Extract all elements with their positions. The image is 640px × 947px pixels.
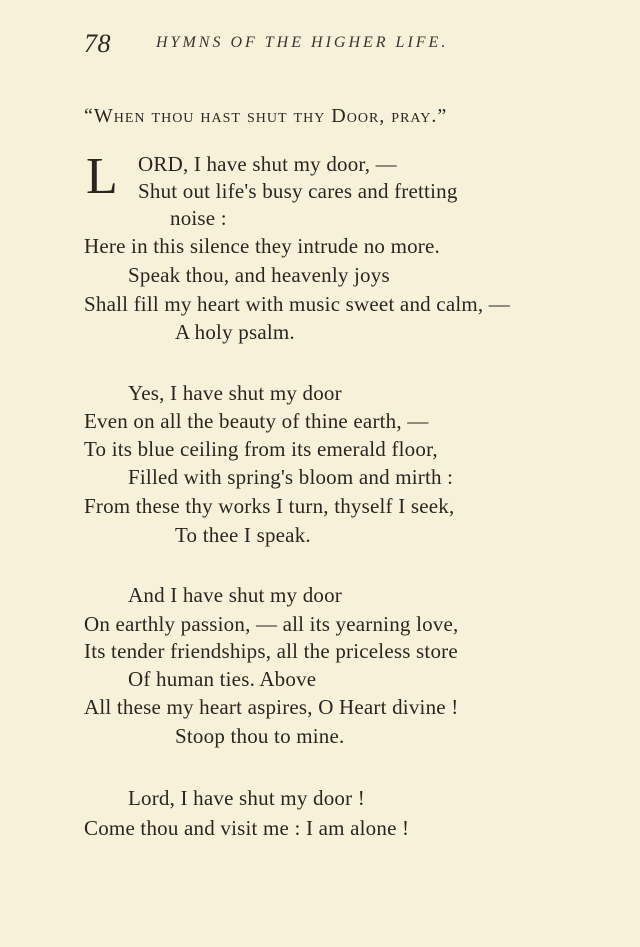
stanza-2-line-5: From these thy works I turn, thyself I seek, [84, 494, 455, 518]
hymn-title: “When thou hast shut thy Door, pray.” [84, 105, 448, 127]
stanza-3-line-4: Of human ties. Above [128, 667, 317, 691]
stanza-1-line-4: Here in this silence they intrude no more. [84, 234, 440, 258]
stanza-1-line-6: Shall fill my heart with music sweet and calm, — [84, 292, 511, 316]
stanza-2-line-4: Filled with spring's bloom and mirth : [128, 465, 454, 489]
stanza-1-line-1: ORD, I have shut my door, — [138, 152, 397, 176]
stanza-1-line-7: A holy psalm. [175, 320, 295, 344]
running-head [84, 29, 564, 59]
page-number: 78 [84, 29, 111, 58]
stanza-1-line-2: Shut out life's busy cares and fretting [138, 179, 458, 203]
stanza-4-line-2: Come thou and visit me : I am alone ! [84, 816, 410, 840]
stanza-2-line-1: Yes, I have shut my door [128, 381, 342, 405]
stanza-4-line-1: Lord, I have shut my door ! [128, 786, 365, 810]
stanza-1-line-3: noise : [170, 206, 227, 230]
stanza-2-line-2: Even on all the beauty of thine earth, — [84, 409, 429, 433]
stanza-3-line-1: And I have shut my door [128, 583, 342, 607]
stanza-3-line-6: Stoop thou to mine. [175, 724, 345, 748]
stanza-3-line-2: On earthly passion, — all its yearning love, [84, 612, 459, 636]
running-title: HYMNS OF THE HIGHER LIFE. [156, 34, 449, 51]
stanza-2-line-3: To its blue ceiling from its emerald floor, [84, 437, 438, 461]
stanza-1-line-5: Speak thou, and heavenly joys [128, 263, 390, 287]
stanza-2-line-6: To thee I speak. [175, 523, 311, 547]
stanza-3-line-3: Its tender friendships, all the priceless store [84, 639, 458, 663]
drop-cap: L [86, 148, 118, 205]
stanza-3-line-5: All these my heart aspires, O Heart divine ! [84, 695, 459, 719]
